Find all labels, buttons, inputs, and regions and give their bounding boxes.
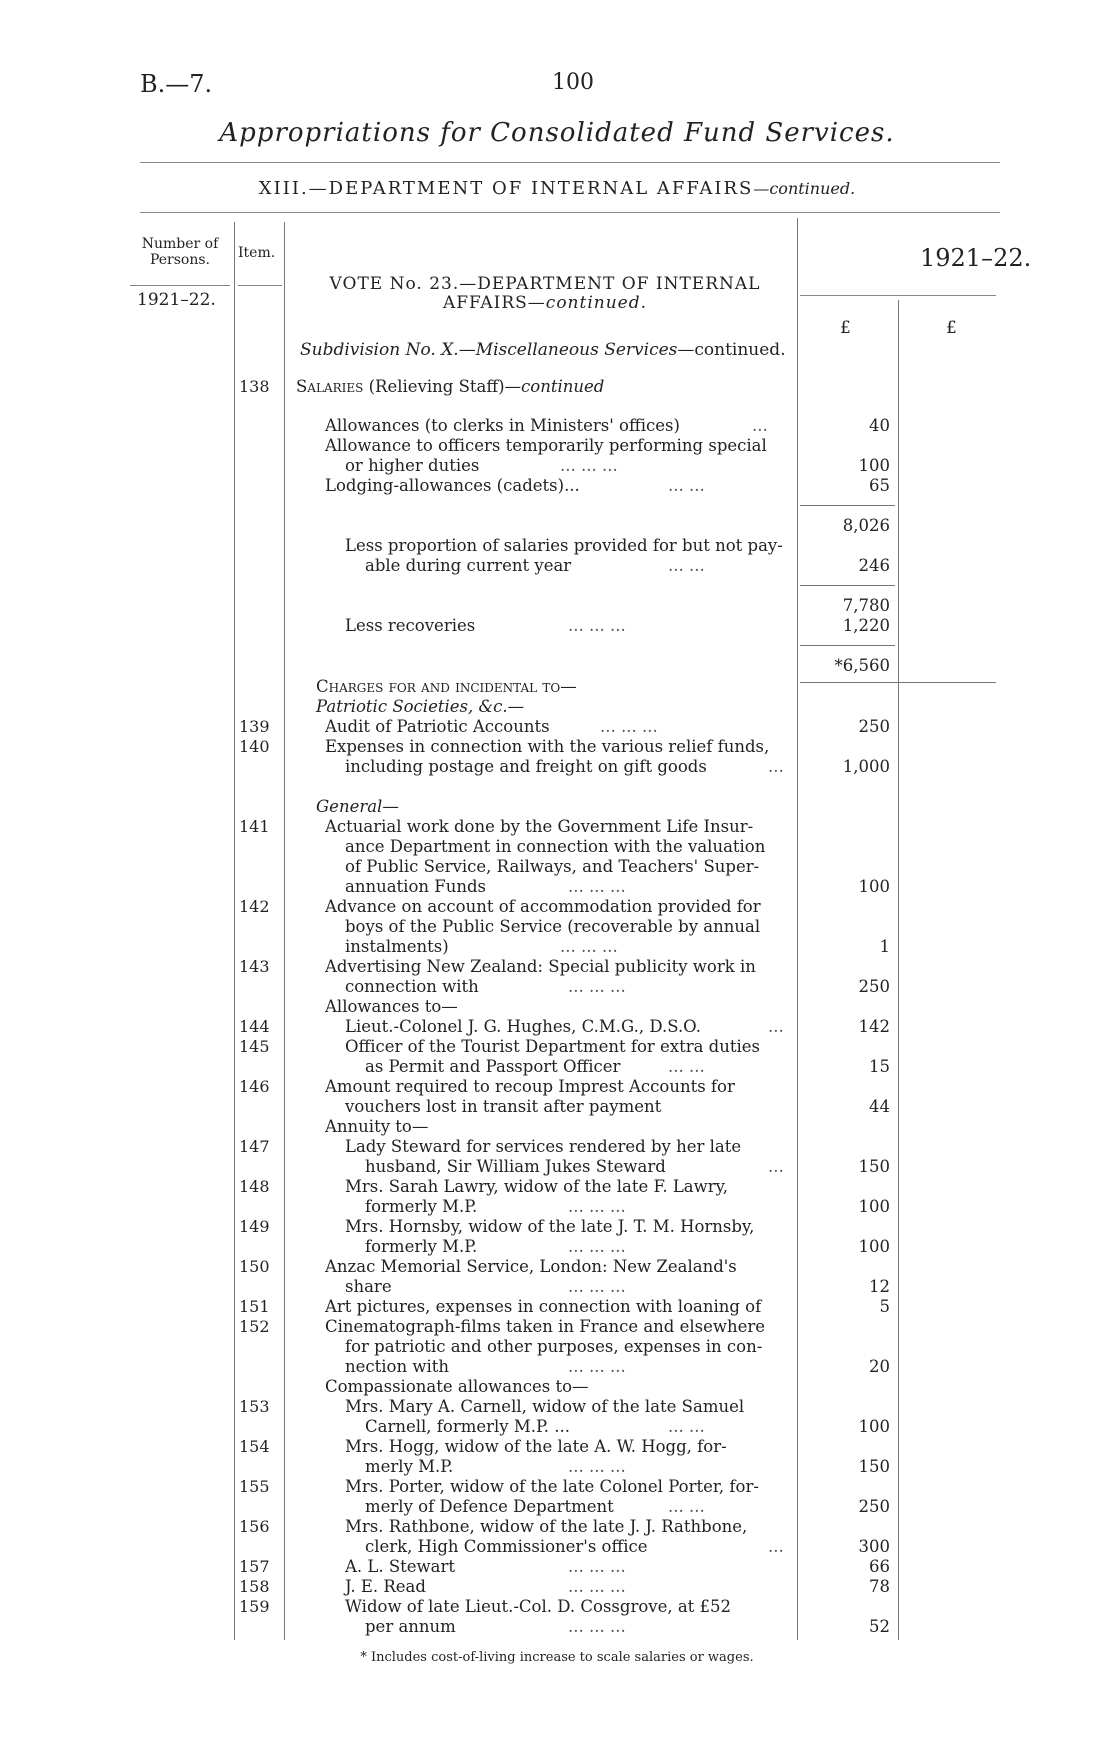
salaries-cont: —continued [504,377,605,396]
item-number: 140 [239,737,270,756]
line-desc: Amount required to recoup Imprest Accounts for [325,1077,735,1096]
leader-dots: ... ... ... [568,1617,626,1636]
line-desc: husband, Sir William Jukes Steward [365,1157,666,1176]
allowances-heading: Allowances to— [325,997,458,1016]
leader-dots: ... ... ... [560,456,618,475]
line-desc: Cinematograph-films taken in France and elsewhere [325,1317,766,1336]
line-amount: 250 [858,717,890,736]
year-header-rule [800,295,996,296]
leader-dots: ... ... ... [600,717,658,736]
leader-dots: ... ... ... [568,1577,626,1596]
leader-dots: ... ... ... [568,616,626,635]
total-amount: *6,560 [834,656,890,675]
line-amount: 1,000 [842,757,890,776]
department-name: XIII.—DEPARTMENT OF INTERNAL AFFAIRS [258,178,754,199]
leader-dots: ... ... [668,476,705,495]
section-rule [800,682,996,683]
item-number: 159 [239,1597,270,1616]
department-suffix: —continued. [753,179,856,198]
leader-dots: ... ... ... [568,1557,626,1576]
table-top-rule [140,212,1000,213]
line-desc: Art pictures, expenses in connection with loaning of [325,1297,762,1316]
item-number: 145 [239,1037,270,1056]
item-number: 141 [239,817,270,836]
line-desc: Anzac Memorial Service, London: New Zealand's [325,1257,737,1276]
item-number: 150 [239,1257,270,1276]
item-number: 138 [239,377,270,396]
line-desc: of Public Service, Railways, and Teachers' Super- [345,857,760,876]
leader-dots: ... ... ... [568,1197,626,1216]
line-desc: instalments) [345,937,449,956]
vote-title [305,275,785,313]
line-desc: able during current year [365,556,572,575]
line-amount: 100 [858,456,890,475]
general-heading: General— [316,797,399,816]
item-number: 155 [239,1477,270,1496]
line-amount: 300 [858,1537,890,1556]
salaries-heading [296,377,604,397]
page-title: Appropriations for Consolidated Fund Services. [219,118,895,148]
line-desc: nection with [345,1357,450,1376]
line-desc: Lady Steward for services rendered by her late [345,1137,742,1156]
item-number: 144 [239,1017,270,1036]
page-number: 100 [552,70,594,95]
leader-dots: ... ... ... [568,1277,626,1296]
item-number: 143 [239,957,270,976]
line-desc: J. E. Read [345,1577,426,1596]
number-of-persons-header: Number of Persons. [141,236,219,268]
line-desc: merly M.P. [365,1457,454,1476]
subdivision-title: Subdivision No. X.—Miscellaneous Services [300,340,678,360]
line-amount: 250 [858,1497,890,1516]
subtotal-amount: 8,026 [842,516,890,535]
line-desc: as Permit and Passport Officer [365,1057,621,1076]
item-header-rule [238,285,282,286]
pound-column-1: £ [840,318,851,338]
line-amount: 20 [869,1357,890,1376]
item-number: 149 [239,1217,270,1236]
leader-dots: ... [768,1017,784,1036]
item-number: 148 [239,1177,270,1196]
leader-dots: ... ... ... [568,1357,626,1376]
line-desc: Less proportion of salaries provided for but not pay- [345,536,783,555]
vote-title-text: VOTE No. 23.—DEPARTMENT OF INTERNAL AFFAIRS— [329,274,761,313]
line-amount: 40 [869,416,890,435]
line-amount: 150 [858,1457,890,1476]
column-line-item [284,222,285,1640]
line-desc: Advertising New Zealand: Special publicity work in [325,957,756,976]
item-header: Item. [238,245,276,261]
item-number: 158 [239,1577,270,1596]
line-desc: boys of the Public Service (recoverable by annual [345,917,761,936]
line-desc: Carnell, formerly M.P. ... [365,1417,570,1436]
line-desc: Expenses in connection with the various relief funds, [325,737,770,756]
line-desc: Mrs. Mary A. Carnell, widow of the late Samuel [345,1397,745,1416]
item-number: 146 [239,1077,270,1096]
subtotal-amount: 7,780 [842,596,890,615]
footnote: * Includes cost-of-living increase to scale salaries or wages. [360,1650,754,1665]
line-amount: 15 [869,1057,890,1076]
line-amount: 65 [869,476,890,495]
column-line-amount [898,300,899,1640]
line-desc: A. L. Stewart [345,1557,456,1576]
line-amount: 66 [869,1557,890,1576]
line-desc: Widow of late Lieut.-Col. D. Cossgrove, at £52 [345,1597,732,1616]
line-desc: formerly M.P. [365,1197,478,1216]
item-number: 142 [239,897,270,916]
subdivision-heading [300,340,786,360]
line-desc: Officer of the Tourist Department for extra duties [345,1037,761,1056]
line-amount: 250 [858,977,890,996]
header-rule [140,162,1000,163]
line-desc: Audit of Patriotic Accounts [325,717,550,736]
line-desc: clerk, High Commissioner's office [365,1537,648,1556]
leader-dots: ... [768,1157,784,1176]
leader-dots: ... ... ... [568,1237,626,1256]
line-desc: or higher duties [345,456,480,475]
line-amount: 5 [879,1297,890,1316]
item-number: 156 [239,1517,270,1536]
line-desc: formerly M.P. [365,1237,478,1256]
leader-dots: ... ... ... [560,937,618,956]
item-number: 154 [239,1437,270,1456]
line-amount: 1,220 [842,616,890,635]
leader-dots: ... ... ... [568,877,626,896]
line-amount: 142 [858,1017,890,1036]
line-desc: Lodging-allowances (cadets)... [325,476,580,495]
charges-heading: Charges for and incidental to— [316,677,577,696]
annuity-heading: Annuity to— [325,1117,429,1136]
line-amount: 12 [869,1277,890,1296]
subtotal-rule [800,645,895,646]
line-desc: per annum [365,1617,456,1636]
leader-dots: ... ... [668,556,705,575]
compassionate-heading: Compassionate allowances to— [325,1377,589,1396]
line-amount: 44 [869,1097,890,1116]
item-number: 157 [239,1557,270,1576]
line-desc: Mrs. Porter, widow of the late Colonel Porter, for- [345,1477,759,1496]
line-amount: 100 [858,1197,890,1216]
leader-dots: ... ... ... [568,1457,626,1476]
item-number: 152 [239,1317,270,1336]
line-amount: 150 [858,1157,890,1176]
leader-dots: ... ... [668,1417,705,1436]
leader-dots: ... [768,1537,784,1556]
subtotal-rule [800,585,895,586]
line-desc: Allowance to officers temporarily performing special [325,436,767,455]
line-desc: Actuarial work done by the Government Life Insur- [325,817,754,836]
leader-dots: ... ... ... [568,977,626,996]
item-number: 153 [239,1397,270,1416]
line-desc: Advance on account of accommodation provided for [325,897,761,916]
salaries-rest: (Relieving Staff) [363,377,505,396]
leader-dots: ... ... [668,1057,705,1076]
line-desc: annuation Funds [345,877,486,896]
line-desc: including postage and freight on gift goods [345,757,707,776]
line-amount: 1 [879,937,890,956]
pound-column-2: £ [946,318,957,338]
item-number: 147 [239,1137,270,1156]
salaries-label: Salaries [296,377,364,396]
line-desc: Mrs. Rathbone, widow of the late J. J. Rathbone, [345,1517,748,1536]
line-desc: for patriotic and other purposes, expenses in con- [345,1337,763,1356]
line-desc: share [345,1277,392,1296]
line-amount: 246 [858,556,890,575]
leader-dots: ... [752,416,768,435]
line-desc: Mrs. Sarah Lawry, widow of the late F. Lawry, [345,1177,729,1196]
line-desc: Allowances (to clerks in Ministers' offices) [325,416,680,435]
line-desc: Less recoveries [345,616,476,635]
line-amount: 100 [858,1417,890,1436]
line-desc: Mrs. Hogg, widow of the late A. W. Hogg, for- [345,1437,727,1456]
leader-dots: ... ... [668,1497,705,1516]
line-desc: connection with [345,977,479,996]
line-desc: vouchers lost in transit after payment [345,1097,662,1116]
item-number: 139 [239,717,270,736]
page-id: B.—7. [140,70,213,98]
line-desc: ance Department in connection with the valuation [345,837,766,856]
column-line-persons [234,222,235,1640]
persons-year: 1921–22. [137,290,216,310]
leader-dots: ... [768,757,784,776]
vote-title-cont: continued. [545,293,648,313]
line-desc: Lieut.-Colonel J. G. Hughes, C.M.G., D.S.O. [345,1017,701,1036]
line-desc: Mrs. Hornsby, widow of the late J. T. M. Hornsby, [345,1217,755,1236]
line-amount: 52 [869,1617,890,1636]
line-amount: 100 [858,1237,890,1256]
line-amount: 78 [869,1577,890,1596]
line-desc: merly of Defence Department [365,1497,614,1516]
year-header: 1921–22. [920,244,1032,272]
item-number: 151 [239,1297,270,1316]
persons-header-rule [130,285,230,286]
department-heading [0,178,1114,199]
patriotic-heading: Patriotic Societies, &c.— [316,697,525,716]
line-amount: 100 [858,877,890,896]
subdivision-cont: —continued. [677,340,786,360]
subtotal-rule [800,505,895,506]
